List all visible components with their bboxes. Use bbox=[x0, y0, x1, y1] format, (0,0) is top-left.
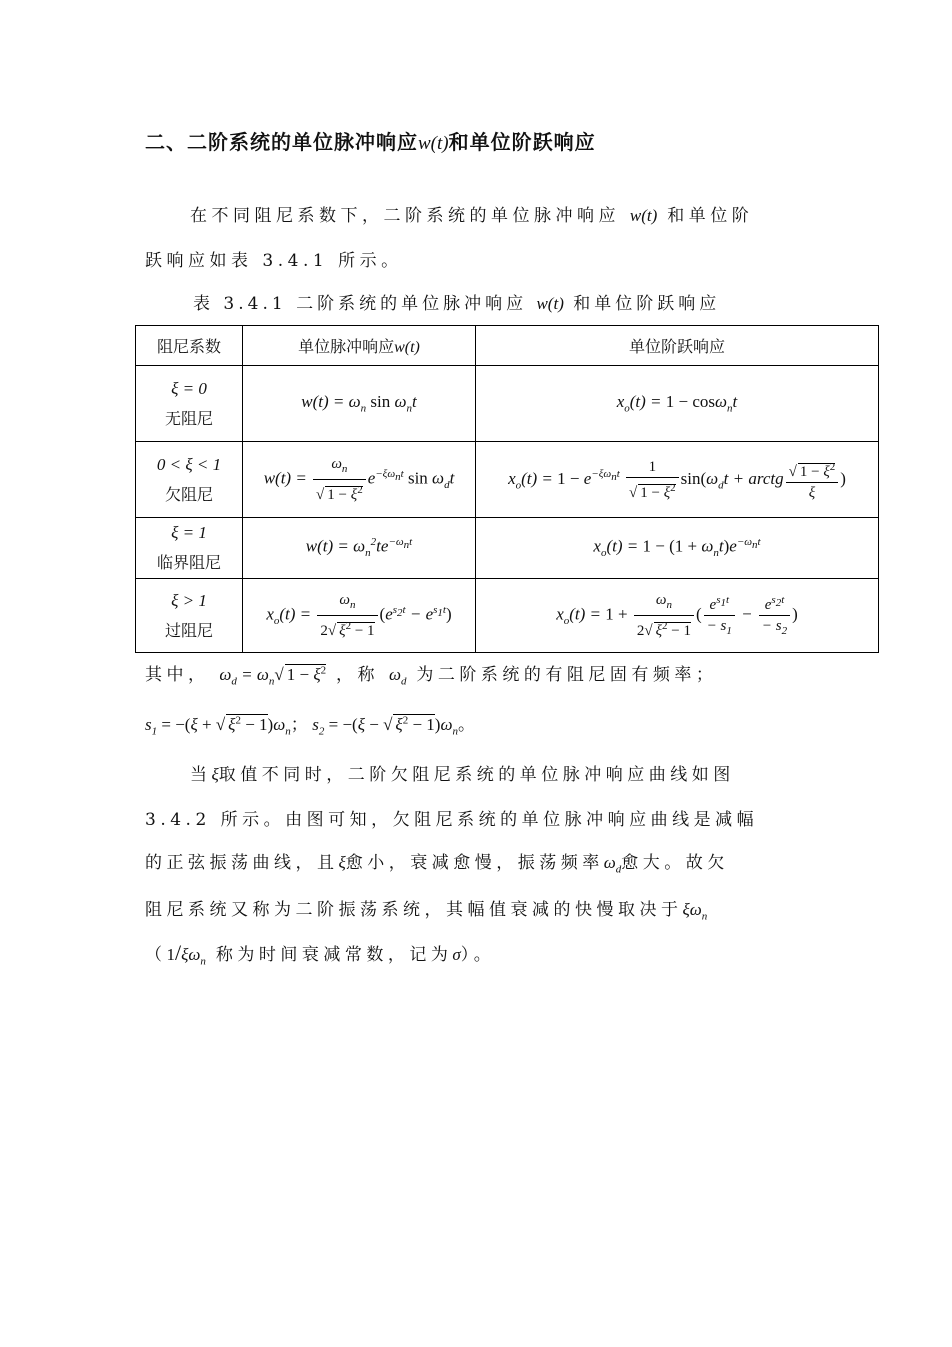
step-formula-underdamped: $x_o(t) = 1 - e^{-\xi\omega_nt}$ $\frac{1}{√ 1 - \xi^2}$ $\sin(\omega_dt$ + arctg $\frac{√ 1 - \xi^2}{\xi}$ ) bbox=[476, 442, 879, 518]
cond-cell: 0 < ξ < 1 欠阻尼 bbox=[136, 442, 243, 518]
impulse-formula-undamped: $w(t) = \omega_n$ $\sin \omega_nt$ bbox=[243, 366, 476, 442]
step-formula-overdamped: $x_o(t) = 1$ + $\frac{\omega_n}{2√ \xi^2 - 1}$ ( $\frac{e^{s_1t}}{- s_1}$ − $\frac{e^{s_2t}}{- s_2}$ ) bbox=[476, 579, 879, 653]
para2-line-2: 3.4.2 所示。由图可知，欠阻尼系统的单位脉冲响应曲线是减幅 bbox=[145, 810, 759, 830]
table-row-undamped bbox=[136, 366, 879, 442]
response-table bbox=[135, 325, 879, 653]
step-formula-undamped: $x_o(t) = 1 - \cos\omega_nt$ bbox=[476, 366, 879, 442]
table-row-underdamped bbox=[136, 442, 879, 518]
step-formula-critical: $x_o(t) = 1 - (1 + \omega_nt)e^{-\omega_nt}$ bbox=[476, 518, 879, 579]
header-damping: 阻尼系数 bbox=[136, 326, 243, 366]
para2-line-1: 当ξ取值不同时，二阶欠阻尼系统的单位脉冲响应曲线如图 bbox=[190, 765, 735, 785]
table-caption: 表 3.4.1 二阶系统的单位脉冲响应 w(t) 和单位阶跃响应 bbox=[193, 294, 721, 314]
impulse-formula-underdamped: w(t) = $\frac{\omega_n}{√ 1 - \xi^2}$ $e^{-\xi\omega_nt}$ $\sin \omega_dt$ bbox=[243, 442, 476, 518]
table-row-overdamped bbox=[136, 579, 879, 653]
para2-line-4: 阻尼系统又称为二阶振荡系统，其幅值衰减的快慢取决于$\xi\omega_n$ bbox=[145, 900, 708, 923]
table-header-row bbox=[136, 326, 879, 366]
notes-line-1: 其中， $\omega_d = \omega_n√$ $1 - \xi^2$ ，称 $\omega_d$ 为二阶系统的有阻尼固有频率； bbox=[145, 664, 718, 688]
header-impulse: 单位脉冲响应w(t) bbox=[243, 326, 476, 366]
impulse-formula-critical: $w(t) = \omega_n^2te^{-\omega_nt}$ bbox=[243, 518, 476, 579]
para2-line-3: 的正弦振荡曲线，且ξ愈小，衰减愈慢，振荡频率$\omega_d$愈大。故欠 bbox=[145, 853, 729, 876]
intro-line-2: 跃响应如表 3.4.1 所示。 bbox=[145, 251, 403, 271]
cond-cell: ξ = 1 临界阻尼 bbox=[136, 518, 243, 579]
cond-cell: ξ > 1 过阻尼 bbox=[136, 579, 243, 653]
impulse-formula-overdamped: $x_o(t)$ = $\frac{\omega_n}{2√ \xi^2 - 1}$ $(e^{s_2t} - e^{s_1t})$ bbox=[243, 579, 476, 653]
intro-line-1: 在不同阻尼系数下，二阶系统的单位脉冲响应 w(t) 和单位阶 bbox=[190, 206, 754, 226]
cond-cell: ξ = 0 无阻尼 bbox=[136, 366, 243, 442]
notes-line-2: $s_1 = -(\xi$ + √ $\xi^2 - 1)\omega_n$；$s_2 = -(\xi$ − √ $\xi^2 - 1)\omega_n$。 bbox=[145, 714, 480, 738]
section-heading: 二、二阶系统的单位脉冲响应w(t)和单位阶跃响应 bbox=[145, 130, 596, 154]
header-step: 单位阶跃响应 bbox=[476, 326, 879, 366]
table-row-critical bbox=[136, 518, 879, 579]
para2-line-5: （$1/\xi\omega_n$ 称为时间衰减常数，记为σ）。 bbox=[145, 940, 496, 968]
